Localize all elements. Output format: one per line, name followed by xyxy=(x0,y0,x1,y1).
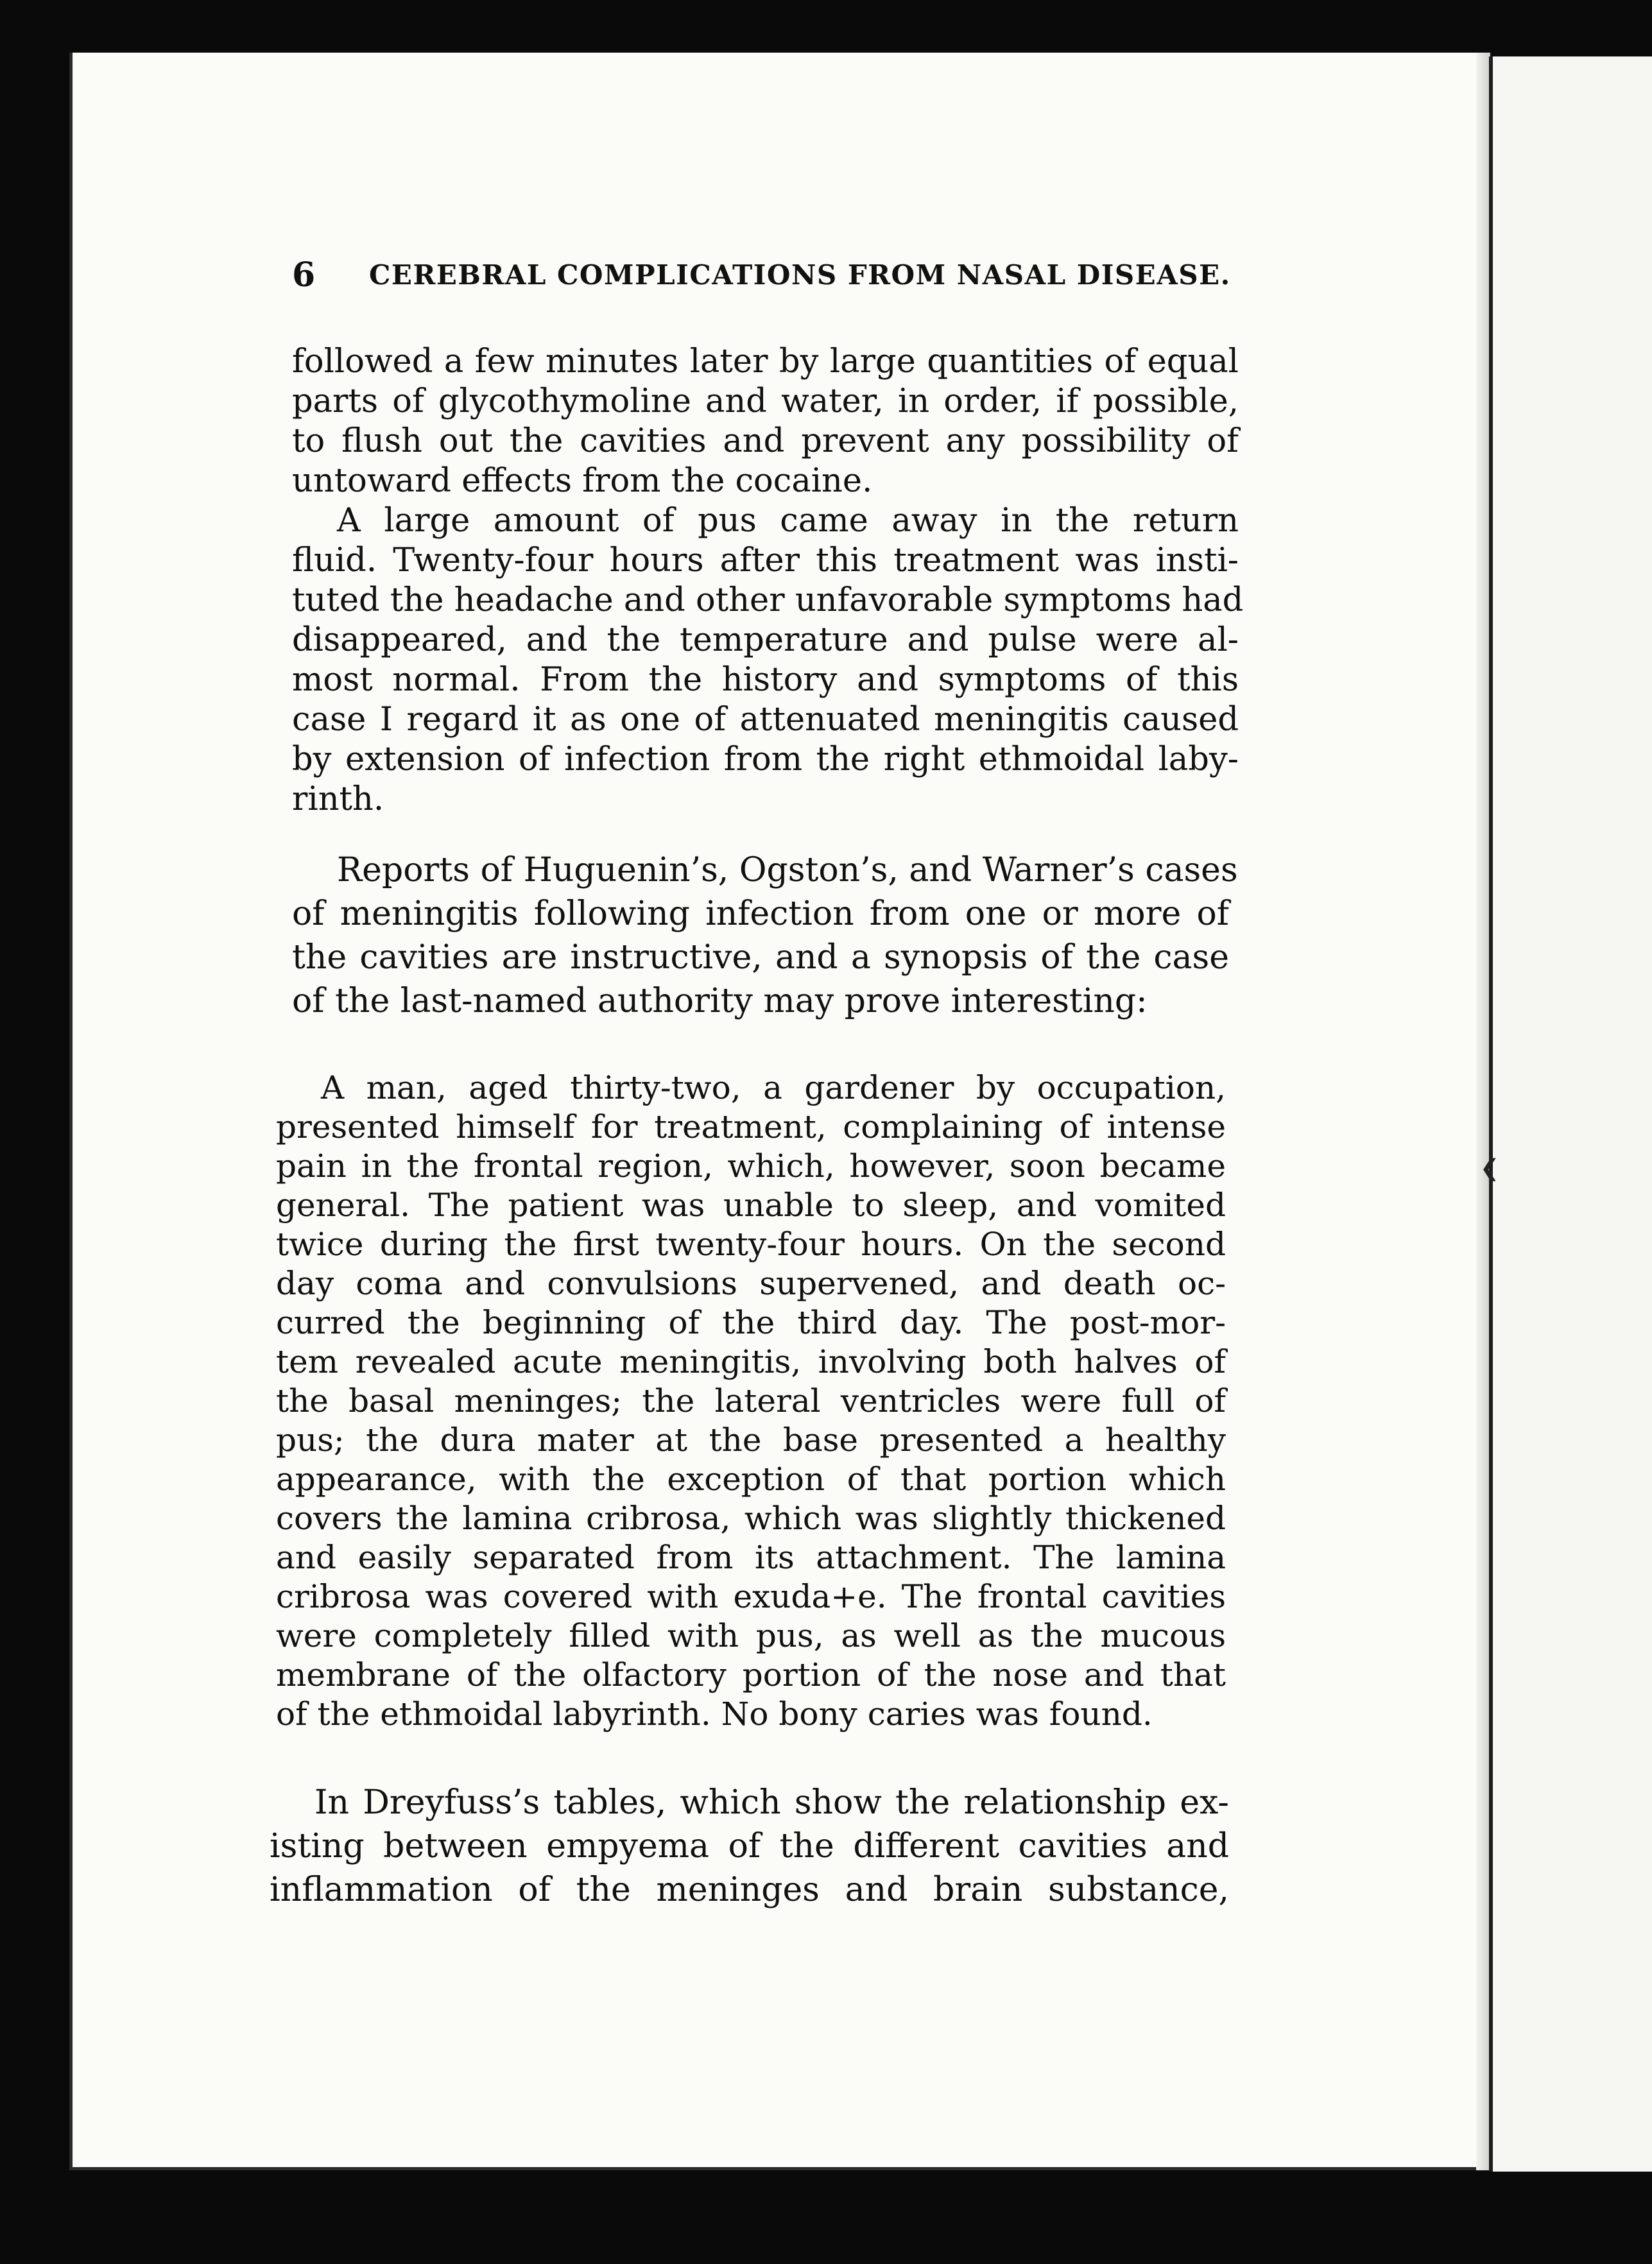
text-line: day coma and convulsions supervened, and death oc- xyxy=(276,1265,1226,1302)
text-line: Reports of Huguenin’s, Ogston’s, and Warner’s cases xyxy=(337,851,1238,889)
text-line: of the last-named authority may prove interesting: xyxy=(292,982,1148,1020)
text-line: A large amount of pus came away in the return xyxy=(337,502,1239,540)
page-header xyxy=(292,255,1231,300)
text-line: followed a few minutes later by large quantities of equal xyxy=(292,343,1239,381)
text-line: by extension of infection from the right ethmoidal laby- xyxy=(292,741,1239,778)
text-line: rinth. xyxy=(292,780,384,818)
text-line: covers the lamina cribrosa, which was slightly thickened xyxy=(276,1500,1226,1537)
text-line: In Dreyfuss’s tables, which show the relationship ex- xyxy=(314,1783,1229,1822)
paragraph-continuation xyxy=(292,342,1239,501)
text-line: A man, aged thirty-two, a gardener by occupation, xyxy=(321,1069,1226,1106)
text-line: the cavities are instructive, and a synopsis of the case xyxy=(292,938,1229,977)
text-line: presented himself for treatment, complaining of intense xyxy=(276,1108,1226,1145)
paragraph-reports xyxy=(292,848,1238,1023)
text-line: pus; the dura mater at the base presented a healthy xyxy=(276,1421,1226,1459)
text-line: to flush out the cavities and prevent any possibility of xyxy=(292,422,1239,460)
text-line: general. The patient was unable to sleep, and vomited xyxy=(276,1187,1226,1224)
text-line: untoward effects from the cocaine. xyxy=(292,462,873,500)
case-synopsis-quote xyxy=(276,1068,1226,1734)
text-line: curred the beginning of the third day. The post-mor- xyxy=(276,1304,1226,1341)
text-line: disappeared, and the temperature and pulse were al- xyxy=(292,621,1239,659)
text-line: membrane of the olfactory portion of the nose and that xyxy=(276,1656,1226,1694)
text-line: isting between empyema of the different cavities and xyxy=(270,1827,1229,1865)
running-head: CEREBRAL COMPLICATIONS FROM NASAL DISEASE. xyxy=(369,259,1231,291)
text-line: cribrosa was covered with exuda+e. The frontal cavities xyxy=(276,1578,1226,1615)
text-line: the basal meninges; the lateral ventricles were full of xyxy=(276,1382,1226,1419)
text-line: of meningitis following infection from one or more of xyxy=(292,895,1229,933)
text-line: were completely filled with pus, as well as the mucous xyxy=(276,1617,1226,1654)
page-gutter xyxy=(1476,53,1490,2170)
text-line: and easily separated from its attachment. The lamina xyxy=(276,1539,1226,1576)
page-number: 6 xyxy=(292,255,316,295)
text-line: case I regard it as one of attenuated meningitis caused xyxy=(292,701,1239,739)
paragraph-dreyfuss xyxy=(270,1781,1229,1912)
text-line: inflammation of the meninges and brain substance, xyxy=(270,1871,1229,1909)
text-line: fluid. Twenty-four hours after this treatment was insti- xyxy=(292,542,1239,579)
text-line: most normal. From the history and symptoms of this xyxy=(292,661,1239,699)
facing-page-edge xyxy=(1489,56,1652,2172)
text-line: tem revealed acute meningitis, involving both halves of xyxy=(276,1343,1226,1380)
text-line: parts of glycothymoline and water, in order, if possible, xyxy=(292,382,1239,420)
text-line: appearance, with the exception of that portion which xyxy=(276,1461,1226,1498)
margin-mark: ❮ xyxy=(1480,1155,1500,1181)
text-line: twice during the first twenty-four hours. On the second xyxy=(276,1226,1226,1263)
paragraph-treatment-result xyxy=(292,501,1244,819)
text-line: of the ethmoidal labyrinth. No bony caries was found. xyxy=(276,1695,1153,1733)
text-line: tuted the headache and other unfavorable symptoms had xyxy=(292,581,1244,619)
text-line: pain in the frontal region, which, however, soon became xyxy=(276,1147,1226,1185)
